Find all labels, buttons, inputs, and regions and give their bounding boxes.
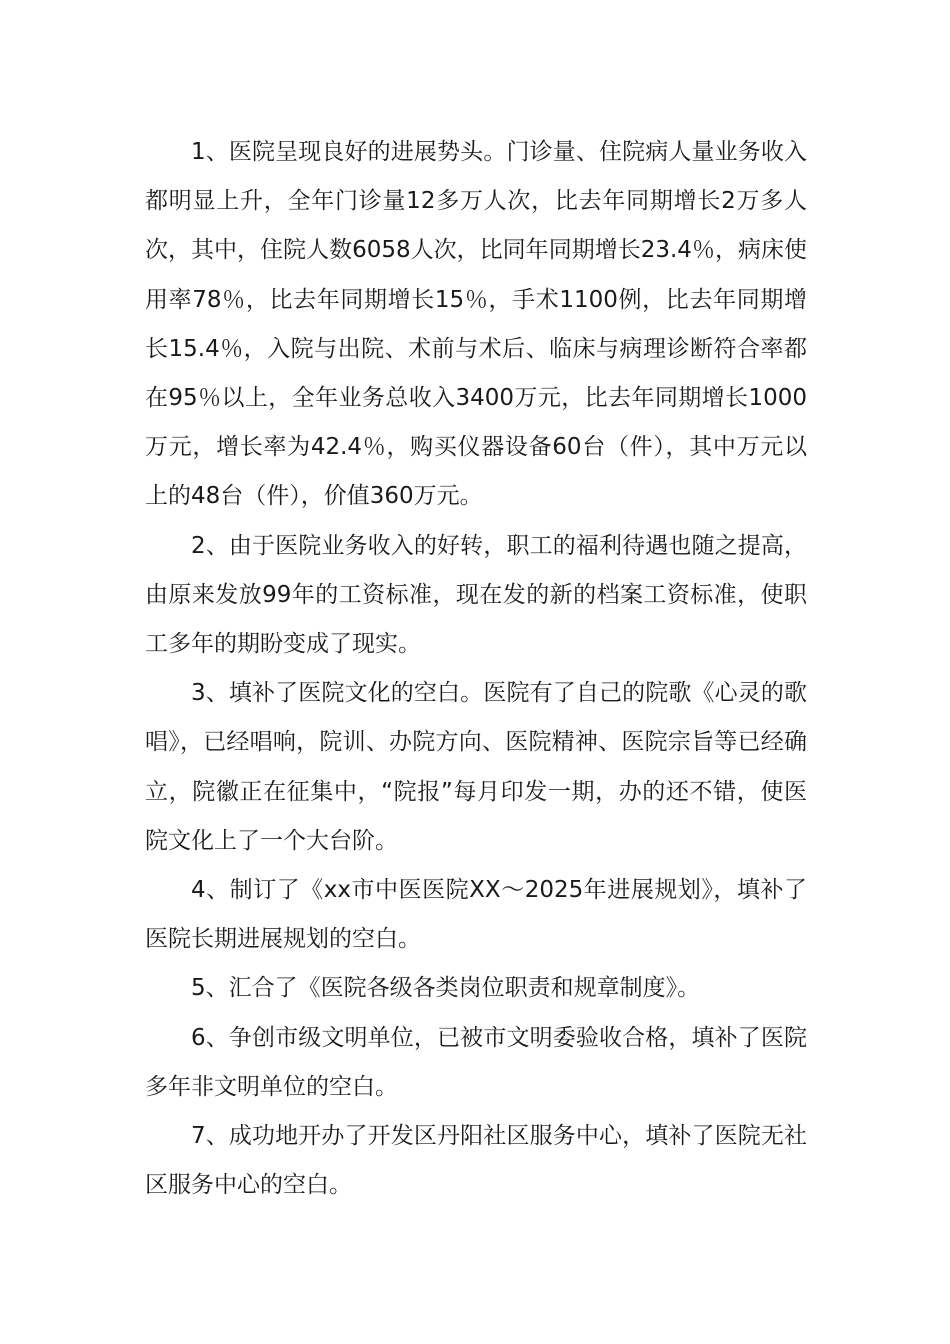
paragraph-2: 2、由于医院业务收入的好转，职工的福利待遇也随之提高，由原来发放99年的工资标准，现在发的新的档案工资标准，使职工多年的期盼变成了现实。 (145, 532, 807, 658)
paragraph-4: 4、制订了《xx市中医医院XX～2025年进展规划》，填补了医院长期进展规划的空白。 (145, 877, 807, 953)
paragraph-5: 5、汇合了《医院各级各类岗位职责和规章制度》。 (191, 975, 701, 1002)
paragraph-1: 1、医院呈现良好的进展势头。门诊量、住院病人量业务收入都明显上升，全年门诊量12多万人次，比去年同期增长2万多人次，其中，住院人数6058人次，比同年同期增长23.4％，病床使用率78％，比去年同期增长15％，手术1100例，比去年同期增长15.4％，入院与出院、术前与术后、临床与病理诊断符合率都在95％以上，全年业务总收入3400万元，比去年同期增长1000万元，增长率为42.4％，购买仪器设备60台（件），其中万元以上的48台（件），价值360万元。 (145, 139, 807, 510)
document-body (145, 128, 807, 1210)
paragraph-6: 6、争创市级文明单位，已被市文明委验收合格，填补了医院多年非文明单位的空白。 (145, 1024, 807, 1100)
paragraph-3: 3、填补了医院文化的空白。医院有了自己的院歌《心灵的歌唱》，已经唱响，院训、办院方向、医院精神、医院宗旨等已经确立，院徽正在征集中，“院报”每月印发一期，办的还不错，使医院文化上了一个大台阶。 (145, 680, 807, 854)
paragraph-7: 7、成功地开办了开发区丹阳社区服务中心，填补了医院无社区服务中心的空白。 (145, 1123, 807, 1199)
